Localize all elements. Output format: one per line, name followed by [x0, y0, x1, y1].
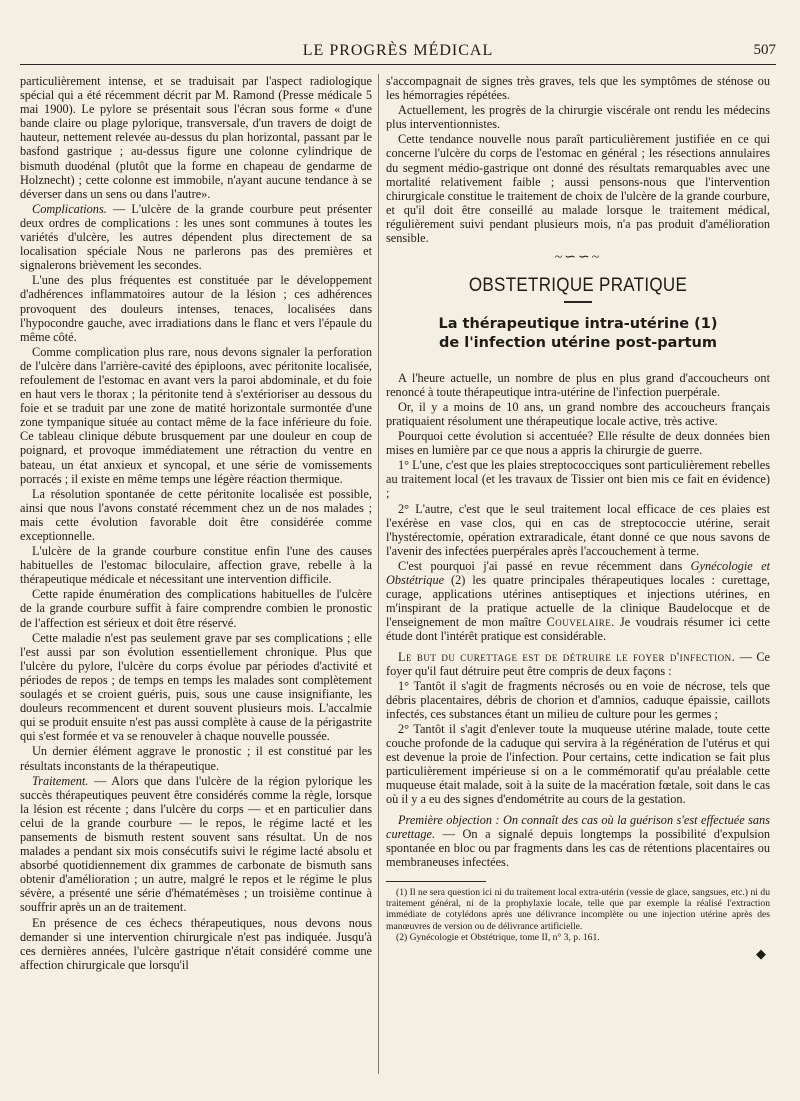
paragraph: Cette maladie n'est pas seulement grave par ses complications ; elle l'est aussi par son évolution essentiellement chronique. Plus que l'ulcère du pylore, l'ulcère du corps évolue par périodes d'activité et périodes de repos ; de temps en temps les malades sont complètement soulagés et se croient guéris, puis, sous une cause insignifiante, les douleurs recommencent et durent souvent plusieurs mois. L'accalmie qui se produit ensuite n'est pas aussi complète à cause de la périgastrite qui s'est formée et va se renouveler à chaque nouvelle poussée.: [20, 630, 372, 744]
subheading-objection: Première objection : On connaît des cas où la guérison s'est effectuée sans curettage.: [386, 812, 770, 841]
paragraph: 2° L'autre, c'est que le seul traitement local efficace de ces plaies est l'exérèse en vase clos, qui en cas de streptococcie utérine, serait l'hystérectomie, opération extraradicale, étant donné ce que nous savons de l'avenir des infectées puerpérales après l'accouchement à terme.: [386, 501, 770, 558]
column-divider: [378, 74, 379, 1074]
footnote-rule: [386, 881, 486, 882]
section-title: OBSTETRIQUE PRATIQUE: [468, 273, 688, 296]
paragraph: En présence de ces échecs thérapeutiques, nous devons nous demander si une intervention chirurgicale n'est pas indiquée. Jusqu'à ces dernières années, l'ulcère gastrique n'était considéré comme une affection chirurgicale que lorsqu'il: [20, 915, 372, 972]
paragraph-text: — Alors que dans l'ulcère de la région pylorique les succès thérapeutiques peuvent être considérés comme la règle, lorsque la lésion est récente ; dans l'ulcère du corps — et en particulier dans celui de la grande courbure — le repos, le régime lacté et les pansements de bismuth restent souvent sans résultat. Un de nos malades a pendant six mois consécutifs suivi le régime lacté absolu et absorbé quotidiennement dix grammes de carbonate de bismuth sans obtenir d'amélioration ; un autre, malgré le repos et le régime le plus sévère, a présenté une série d'hématémèses ; un troisième continue à souffrir après un an de traitement.: [20, 773, 372, 915]
author-name: Couvelaire: [546, 615, 612, 630]
end-mark: ◆: [756, 945, 766, 961]
article-title: [386, 315, 770, 353]
subheading-traitement: Traitement.: [32, 773, 89, 788]
paragraph: Or, il y a moins de 10 ans, un grand nombre des accoucheurs français pratiquaient résolument une thérapeutique locale active, très active.: [386, 399, 770, 428]
journal-title: LE PROGRÈS MÉDICAL: [302, 42, 494, 59]
paragraph: L'ulcère de la grande courbure constitue enfin l'une des causes habituelles de l'estomac biloculaire, affection grave, rebelle à la thérapeutique médicale et nécessitant une intervention difficile.: [20, 544, 372, 587]
title-rule: [564, 301, 592, 303]
paragraph: L'une des plus fréquentes est constituée par le développement d'adhérences inflammatoires autour de la lésion ; ces adhérences provoquent des douleurs intenses, tenaces, localisées dans l'hypocondre gauche, avec irradiations dans le flanc et vers l'épaule du même côté.: [20, 273, 372, 344]
footnote-2: (2) Gynécologie et Obstétrique, tome II, n° 3, p. 161.: [396, 931, 600, 943]
journal-reference: Gynécologie et Obstétrique: [386, 558, 771, 588]
paragraph-text: C'est pourquoi j'ai passé en revue récemment dans: [398, 558, 691, 573]
paragraph: Comme complication plus rare, nous devons signaler la perforation de l'ulcère dans l'arrière-cavité des épiploons, avec péritonite localisée, refoulement de l'estomac en avant vers la paroi abdominale, et du foie en haut vers le thorax ; la péritonite tend à s'extérioriser au dessous du foie et se traduit par une zone de matité horizontale surmontée d'une zone tympanique située au contact même de la face inférieure du foie. Ce tableau clinique débute brusquement par une douleur en coup de poignard, et provoque immédiatement une rétraction du ventre en bateau, un état anxieux et syncopal, et une série de vomissements porracés ; il existe en même temps une légère réaction thermique.: [20, 344, 372, 486]
paragraph: Pourquoi cette évolution si accentuée? Elle résulte de deux données bien mises en lumière par ce que nous a appris la chirurgie de guerre.: [386, 429, 770, 458]
paragraph-text: — On a signalé depuis longtemps la possibilité d'expulsion spontanée en bloc ou par fragments dans les cas de rétentions placentaires ou membraneuses infectées.: [386, 826, 770, 869]
paragraph-text: — Ce foyer qu'il faut détruire peut être compris de deux façons :: [386, 649, 771, 678]
paragraph-text: (2) les quatre principales thérapeutiques locales : curettage, curage, applications utérines antiseptiques et injections utérines, en m'inspirant de la pratique actuelle de la clinique Baudelocque et de l'enseignement de mon maître: [386, 573, 770, 630]
paragraph: Cette tendance nouvelle nous paraît particulièrement justifiée en ce qui concerne l'ulcère du corps de l'estomac en général ; les résections annulaires du segment médio-gastrique ont donné des résultats remarquables avec une mortalité relativement faible ; aussi pensons-nous que l'intervention chirurgicale constitue le traitement de choix de l'ulcère de la grande courbure, et qu'il doit être conseillé au malade lorsque le traitement médical, régulièrement suivi pendant plusieurs mois, n'a pas produit d'amélioration sensible.: [386, 132, 770, 246]
paragraph: [20, 202, 372, 272]
paragraph: Actuellement, les progrès de la chirurgie viscérale ont rendu les médecins plus interventionnistes.: [386, 103, 770, 132]
footnote-1: (1) Il ne sera question ici ni du traitement local extra-utérin (vessie de glace, sangsues, etc.) ni du traitement général, ni de la prophylaxie locale, telle que par exemple la réalisé l'extraction immédiate de cotylédons après une délivrance incomplète ou une injection utérine après des manœuvres de version ou de délivrance artificielle.: [386, 886, 770, 932]
right-column: [386, 74, 770, 961]
fleuron-divider: ~∽∽~: [554, 250, 602, 266]
page-number: 507: [753, 42, 776, 58]
subheading-complications: Complications.: [32, 201, 107, 216]
paragraph: 1° L'une, c'est que les plaies streptococciques sont particulièrement rebelles au traitement local (et les travaux de Tissier ont bien mis ce fait en évidence) ;: [386, 458, 770, 501]
paragraph: La résolution spontanée de cette péritonite localisée est possible, ainsi que nous l'avons constaté récemment chez un de nos malades ; mais cette évolution favorable doit être considérée comme exceptionnelle.: [20, 486, 372, 543]
paragraph: A l'heure actuelle, un nombre de plus en plus grand d'accoucheurs ont renoncé à toute thérapeutique intra-utérine de l'infection puerpérale.: [386, 370, 770, 399]
running-header: [20, 38, 776, 65]
left-column: [20, 74, 372, 973]
paragraph: [20, 774, 372, 915]
paragraph-text: — L'ulcère de la grande courbure peut présenter deux ordres de complications : les unes sont communes à toutes les variétés d'ulcère, les autres dépendent plus directement de sa localisation spéciale Nous ne parlerons pas des premières et signalerons brièvement les secondes.: [20, 201, 372, 273]
paragraph: Cette rapide énumération des complications habituelles de l'ulcère de la grande courbure suffit à faire comprendre combien le pronostic de l'affection est sérieux et doit être réservé.: [20, 587, 372, 630]
paragraph: 1° Tantôt il s'agit de fragments nécrosés ou en voie de nécrose, tels que débris placentaires, débris de chorion et d'amnios, caduque épaissie, caillots infectés, ces substances étant un milieu de culture pour les germes ;: [386, 678, 770, 721]
paragraph: [386, 650, 770, 678]
paragraph: [386, 559, 770, 644]
paragraph: [386, 813, 770, 869]
paragraph: 2° Tantôt il s'agit d'enlever toute la muqueuse utérine malade, toute cette couche profonde de la caduque qui servira à la régénération de l'utérus et qui est devenue la proie de l'infection. Pour certains, cette indication se fait plus particulièrement impérieuse si on a le commémoratif qu'au préalable cette muqueuse était malade, soit à la suite de la macération fœtale, soit dans le cas où il y a eu des signes d'endométrite au cours de la gestation.: [386, 721, 770, 807]
paragraph: particulièrement intense, et se traduisait par l'aspect radiologique spécial qui a été récemment décrit par M. Ramond (Presse médicale 5 mai 1900). Le pylore se présentait sous l'écran sous forme « d'une bande claire ou plage pylorique, transversale, d'un travers de doigt de hauteur, nettement relevée au-dessus du plan horizontal, passant par le basfond gastrique ; au-dessus figure une colonne cylindrique de bismuth duodénal (plutôt que la forme en chapeau de gendarme de Holznecht) ; cette colonne est immobile, n'ayant aucune tendance à se déverser dans un sens ou dans l'autre».: [20, 74, 372, 201]
article-title-line-1: La thérapeutique intra-utérine (1): [438, 315, 718, 332]
subheading-curettage: Le but du curettage est de détruire le foyer d'infection.: [398, 649, 736, 664]
article-title-line-2: de l'infection utérine post-partum: [439, 334, 717, 351]
paragraph-text: . Je voudrais résumer ici cette étude dont l'intérêt pratique est considérable.: [386, 615, 771, 644]
paragraph: Un dernier élément aggrave le pronostic ; il est constitué par les résultats inconstants de la thérapeutique.: [20, 744, 372, 773]
paragraph: s'accompagnait de signes très graves, tels que les symptômes de sténose ou les hémorragies répétées.: [386, 74, 770, 103]
